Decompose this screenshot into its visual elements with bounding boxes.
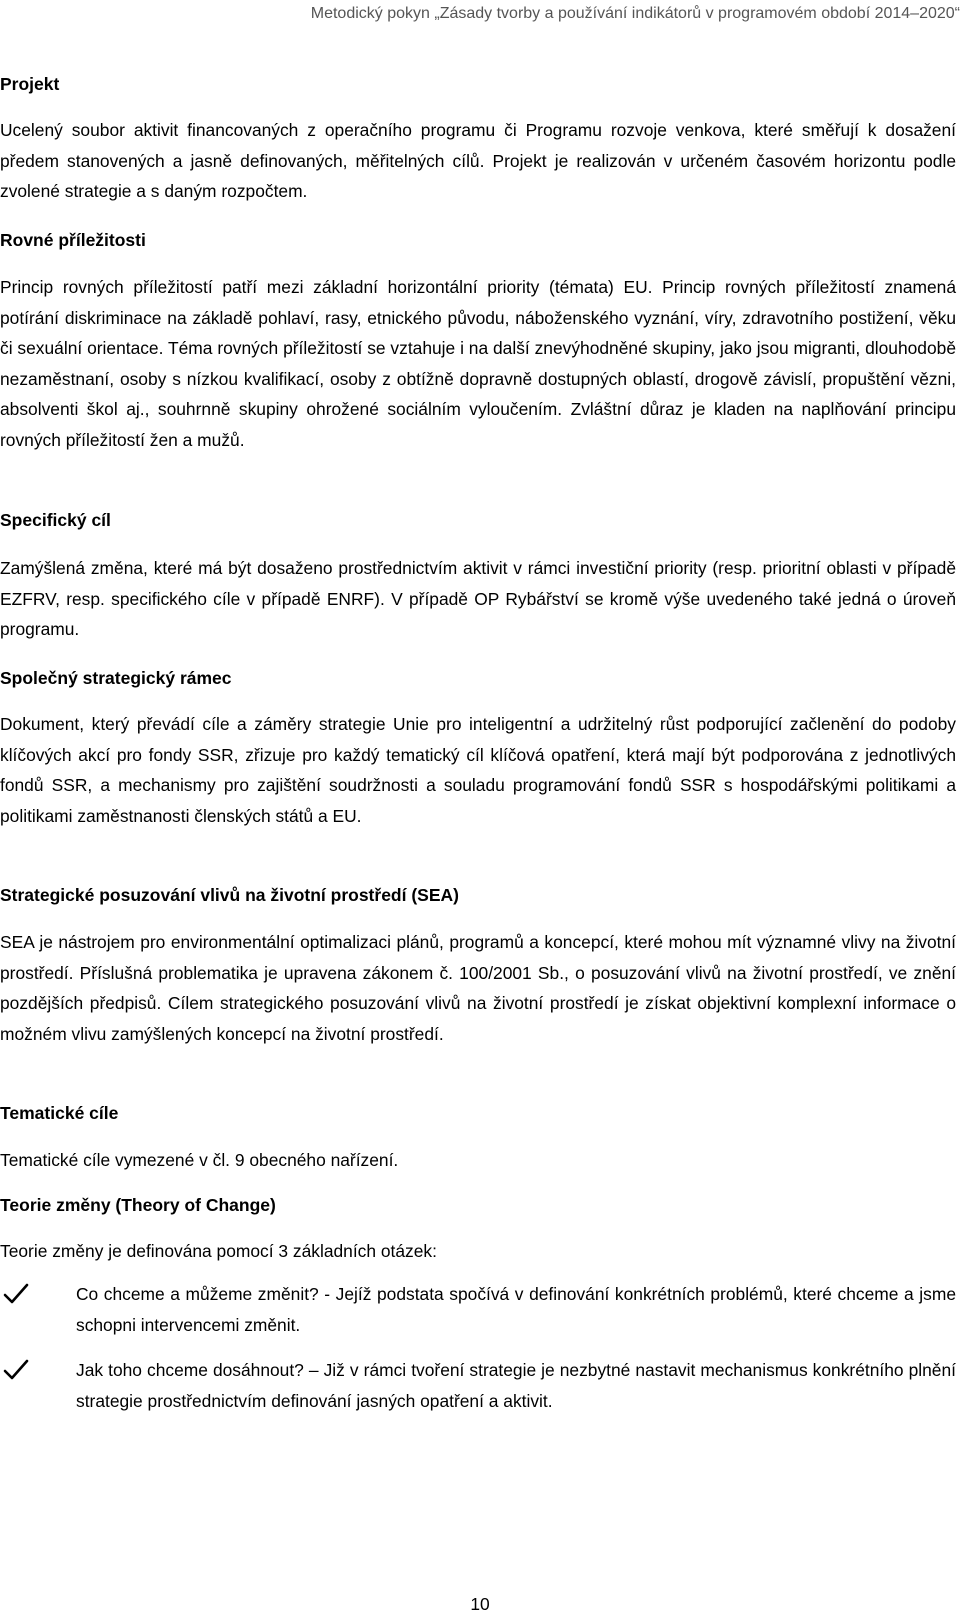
definition-specificky-cil: Zamýšlená změna, které má být dosaženo prostřednictvím aktivit v rámci investiční priority (resp. prioritní oblasti v případě EZFRV, resp. specifického cíle v případě ENRF). V případě OP Rybářství se kromě výše uvedeného také jedná o úroveň programu. <box>0 558 956 639</box>
term-heading-teorie-zmeny: Teorie změny (Theory of Change) <box>0 1195 276 1215</box>
checkmark-icon <box>2 1281 30 1307</box>
term-heading-sea: Strategické posuzování vlivů na životní prostředí (SEA) <box>0 885 459 905</box>
checkmark-icon <box>2 1357 30 1383</box>
term-heading-tematicke-cile: Tematické cíle <box>0 1103 119 1123</box>
definition-tematicke-cile: Tematické cíle vymezené v čl. 9 obecného nařízení. <box>0 1150 399 1170</box>
definition-projekt: Ucelený soubor aktivit financovaných z operačního programu či Programu rozvoje venkova, které směřují k dosažení předem stanovených a jasně definovaných, měřitelných cílů. Projekt je realizován v určeném časovém horizontu podle zvolené strategie a s daným rozpočtem. <box>0 120 956 201</box>
question-text-2: Jak toho chceme dosáhnout? – Již v rámci tvoření strategie je nezbytné nastavit mechanismus konkrétního plnění strategie prostřednictvím definování jasných opatření a aktivit. <box>76 1360 956 1411</box>
question-text-1: Co chceme a můžeme změnit? - Jejíž podstata spočívá v definování konkrétních problémů, které chceme a jsme schopni intervencemi změnit. <box>76 1284 956 1335</box>
definition-sea: SEA je nástrojem pro environmentální optimalizaci plánů, programů a koncepcí, které mohou mít významné vlivy na životní prostředí. Příslušná problematika je upravena zákonem č. 100/2001 Sb., o posuzování vlivů na životní prostředí, ve znění pozdějších předpisů. Cílem strategického posuzování vlivů na životní prostředí je získat objektivní komplexní informace o možném vlivu zamýšlených koncepcí na životní prostředí. <box>0 932 956 1044</box>
running-header: Metodický pokyn „Zásady tvorby a používání indikátorů v programovém období 2014–2020“ <box>310 5 960 22</box>
term-heading-rovne-prilezitosti: Rovné příležitosti <box>0 230 146 250</box>
definition-rovne-prilezitosti: Princip rovných příležitostí patří mezi základní horizontální priority (témata) EU. Princip rovných příležitostí znamená potírání diskriminace na základě pohlaví, rasy, etnického původu, náboženského vyznání, víry, zdravotního postižení, věku či sexuální orientace. Téma rovných příležitostí se vztahuje i na další znevýhodněné skupiny, jako jsou migranti, dlouhodobě nezaměstnaní, osoby s nízkou kvalifikací, osoby z obtížně dopravně dostupných oblastí, drogově závislí, propuštění vězni, absolventi škol aj., souhrnně skupiny ohrožené sociálním vyloučením. Zvláštní důraz je kladen na naplňování principu rovných příležitostí žen a mužů. <box>0 277 956 450</box>
term-heading-specificky-cil: Specifický cíl <box>0 510 111 530</box>
definition-spolecny-strategicky-ramec: Dokument, který převádí cíle a záměry strategie Unie pro inteligentní a udržitelný růst podporující začlenění do podoby klíčových akcí pro fondy SSR, zřizuje pro každý tematický cíl klíčová opatření, která mají být podporována z jednotlivých fondů SSR, a mechanismy pro zajištění soudržnosti a souladu programování fondů SSR s hospodářskými politikami a politikami zaměstnanosti členských států a EU. <box>0 714 956 826</box>
term-heading-projekt: Projekt <box>0 74 60 94</box>
page-number: 10 <box>470 1594 490 1614</box>
definition-teorie-zmeny: Teorie změny je definována pomocí 3 základních otázek: <box>0 1241 437 1261</box>
term-heading-spolecny-strategicky-ramec: Společný strategický rámec <box>0 668 232 688</box>
